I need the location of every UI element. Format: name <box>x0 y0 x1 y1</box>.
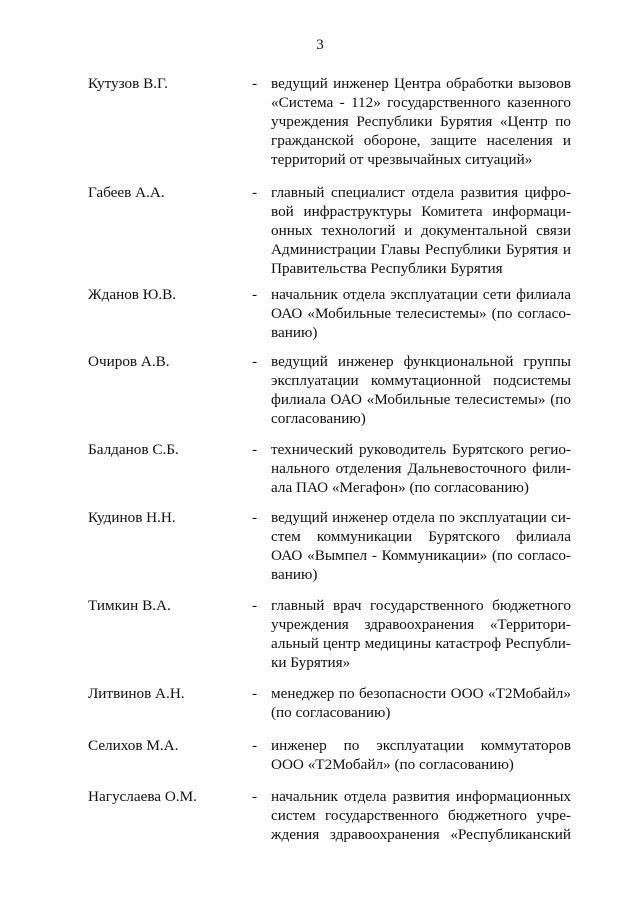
member-position <box>271 596 571 672</box>
position-line: нального отделения Дальневосточного фили- <box>271 460 571 477</box>
member-position <box>271 74 571 169</box>
position-line: ведущий инженер Центра обработки вызовов <box>271 75 571 92</box>
dash-separator: - <box>252 286 258 303</box>
position-line: (по согласованию) <box>271 704 391 721</box>
member-name: Тимкин В.А. <box>88 597 171 614</box>
position-line: согласованию) <box>271 410 366 427</box>
member-name: Кутузов В.Г. <box>88 75 168 92</box>
member-position <box>271 787 571 844</box>
member-position <box>271 285 571 342</box>
member-name: Балданов С.Б. <box>88 441 179 458</box>
member-position <box>271 684 571 722</box>
dash-separator: - <box>252 353 258 370</box>
position-line: онных технологий и документальной связи <box>271 222 571 239</box>
member-position <box>271 440 571 497</box>
dash-separator: - <box>252 788 258 805</box>
position-line: Администрации Главы Республики Бурятия и <box>271 241 571 258</box>
position-line: стем коммуникации Бурятского филиала <box>271 528 571 545</box>
dash-separator: - <box>252 441 258 458</box>
member-position <box>271 508 571 584</box>
position-line: ждения здравоохранения «Республиканский <box>271 826 571 843</box>
position-line: инженер по эксплуатации коммутаторов <box>271 737 571 754</box>
member-position <box>271 352 571 428</box>
member-position <box>271 183 571 278</box>
position-line: ООО «Т2Мобайл» (по согласованию) <box>271 756 514 773</box>
position-line: технический руководитель Бурятского регио- <box>271 441 571 458</box>
position-line: эксплуатации коммутационной подсистемы <box>271 372 571 389</box>
position-line: территорий от чрезвычайных ситуаций» <box>271 151 533 168</box>
position-line: систем государственного бюджетного учре- <box>271 807 571 824</box>
member-name: Габеев А.А. <box>88 184 165 201</box>
member-name: Кудинов Н.Н. <box>88 509 176 526</box>
dash-separator: - <box>252 737 258 754</box>
member-name: Литвинов А.Н. <box>88 685 185 702</box>
position-line: филиала ОАО «Мобильные телесистемы» (по <box>271 391 571 408</box>
dash-separator: - <box>252 597 258 614</box>
dash-separator: - <box>252 184 258 201</box>
position-line: альный центр медицины катастроф Республи- <box>271 635 571 652</box>
position-line: учреждения здравоохранения «Территори- <box>271 616 571 633</box>
dash-separator: - <box>252 75 258 92</box>
position-line: начальник отдела развития информационных <box>271 788 571 805</box>
position-line: ведущий инженер функциональной группы <box>271 353 571 370</box>
dash-separator: - <box>252 509 258 526</box>
position-line: учреждения Республики Бурятия «Центр по <box>271 113 571 130</box>
position-line: ала ПАО «Мегафон» (по согласованию) <box>271 479 529 496</box>
position-line: ки Бурятия» <box>271 654 351 671</box>
position-line: гражданской обороне, защите населения и <box>271 132 571 149</box>
position-line: ванию) <box>271 566 318 583</box>
member-name: Нагуслаева О.М. <box>88 788 197 805</box>
position-line: ОАО «Мобильные телесистемы» (по согласо- <box>271 305 571 322</box>
member-name: Очиров А.В. <box>88 353 170 370</box>
position-line: ведущий инженер отдела по эксплуатации си- <box>271 509 571 526</box>
position-line: вой инфраструктуры Комитета информаци- <box>271 203 571 220</box>
position-line: «Система - 112» государственного казенного <box>271 94 571 111</box>
position-line: главный врач государственного бюджетного <box>271 597 571 614</box>
dash-separator: - <box>252 685 258 702</box>
position-line: главный специалист отдела развития цифро- <box>271 184 571 201</box>
member-name: Селихов М.А. <box>88 737 179 754</box>
position-line: ОАО «Вымпел - Коммуникации» (по согласо- <box>271 547 571 564</box>
member-name: Жданов Ю.В. <box>88 286 177 303</box>
position-line: ванию) <box>271 324 318 341</box>
position-line: Правительства Республики Бурятия <box>271 260 503 277</box>
page-number: 3 <box>316 37 324 53</box>
position-line: начальник отдела эксплуатации сети филиала <box>271 286 571 303</box>
position-line: менеджер по безопасности ООО «Т2Мобайл» <box>271 685 571 702</box>
member-position <box>271 736 571 774</box>
